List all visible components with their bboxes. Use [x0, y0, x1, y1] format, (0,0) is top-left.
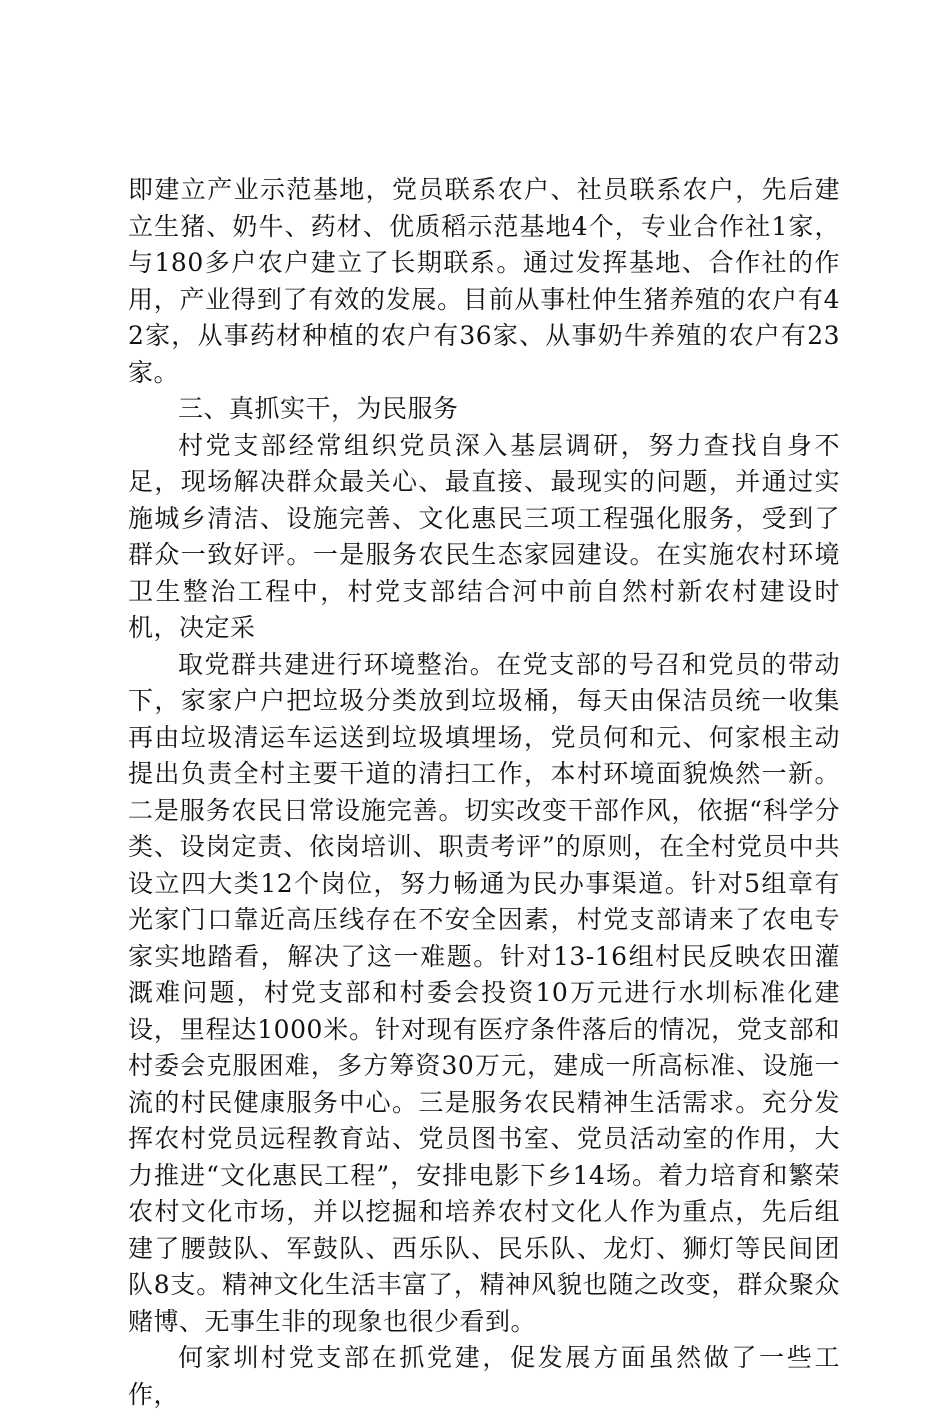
section-heading-three: 三、真抓实干，为民服务 [178, 394, 459, 423]
paragraph-service-intro: 村党支部经常组织党员深入基层调研，努力查找自身不足，现场解决群众最关心、最直接、最现实的问题，并通过实施城乡清洁、设施完善、文化惠民三项工程强化服务，受到了群众一致好评。一是服务农民生态家园建设。在实施农村环境卫生整治工程中，村党支部结合河中前自然村新农村建设时机，决定采 [128, 430, 840, 642]
document-body [128, 172, 840, 1413]
paragraph-conclusion-start: 何家圳村党支部在抓党建，促发展方面虽然做了一些工作， [128, 1343, 840, 1409]
paragraph-industry-bases: 即建立产业示范基地，党员联系农户、社员联系农户，先后建立生猪、奶牛、药材、优质稻示范基地4个，专业合作社1家，与180多户农户建立了长期联系。通过发挥基地、合作社的作用，产业得到了有效的发展。目前从事杜仲生猪养殖的农户有42家，从事药材种植的农户有36家、从事奶牛养殖的农户有23家。 [128, 175, 840, 387]
paragraph-service-details: 取党群共建进行环境整治。在党支部的号召和党员的带动下，家家户户把垃圾分类放到垃圾桶，每天由保洁员统一收集再由垃圾清运车运送到垃圾填埋场，党员何和元、何家根主动提出负责全村主要干道的清扫工作，本村环境面貌焕然一新。二是服务农民日常设施完善。切实改变干部作风，依据“科学分类、设岗定责、依岗培训、职责考评”的原则，在全村党员中共设立四大类12个岗位，努力畅通为民办事渠道。针对5组章有光家门口靠近高压线存在不安全因素，村党支部请来了农电专家实地踏看，解决了这一难题。针对13-16组村民反映农田灌溉难问题，村党支部和村委会投资10万元进行水圳标准化建设，里程达1000米。针对现有医疗条件落后的情况，党支部和村委会克服困难，多方筹资30万元，建成一所高标准、设施一流的村民健康服务中心。三是服务农民精神生活需求。充分发挥农村党员远程教育站、党员图书室、党员活动室的作用，大力推进“文化惠民工程”，安排电影下乡14场。着力培育和繁荣农村文化市场，并以挖掘和培养农村文化人作为重点，先后组建了腰鼓队、军鼓队、西乐队、民乐队、龙灯、狮灯等民间团队8支。精神文化生活丰富了，精神风貌也随之改变，群众聚众赌博、无事生非的现象也很少看到。 [128, 649, 840, 1336]
